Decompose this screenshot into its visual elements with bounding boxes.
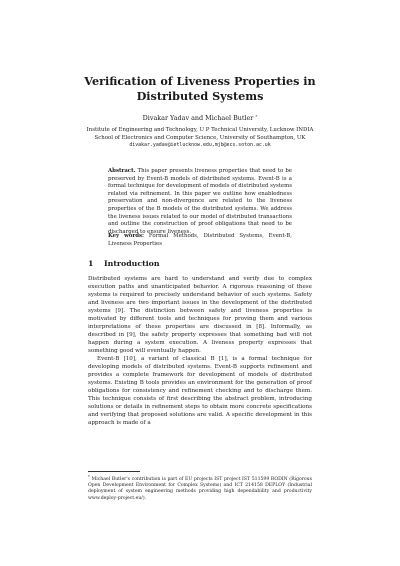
footnote [88, 474, 312, 502]
author-list [60, 113, 340, 122]
paragraph-1: Distributed systems are hard to understand and verify due to complex execution paths and unanticipated behavior. A rigorous reasoning of these systems is required to precisely understand behavior of such systems. Safety and liveness are two important issues in the development of the distributed systems [9]. The distinction between safety and liveness properties is motivated by different tools and techniques for proving them and various interpretations of these properties are discussed in [8]. Informally, as described in [9], the safety property expresses that something bad will not happen during a system execution. A liveness property expresses that something good will eventually happen. [88, 276, 312, 354]
section-heading [88, 259, 328, 269]
keywords-label: Key words: [108, 233, 145, 239]
affiliation-2: School of Electronics and Computer Science, University of Southampton, UK [94, 134, 306, 141]
title-line-1: Verification of Liveness Properties in [84, 74, 316, 88]
paper-title [60, 74, 340, 104]
footnote-mark: * [88, 474, 90, 479]
abstract-text: This paper presents liveness properties that need to be preserved by Event-B models of distributed systems. Event-B is a formal technique for development of models of distributed systems related via refinement. In this paper we outline how enabledness preservation and non-divergence are related to the liveness properties of the B models of the distributed systems. We address the liveness issues related to our model of distributed transactions and outline the construction of proof obligations that need to be discharged to ensure liveness. [108, 168, 292, 235]
author-footnote-mark: * [255, 114, 258, 119]
abstract-label: Abstract. [108, 168, 136, 174]
body-text [88, 275, 312, 427]
footnote-rule [88, 471, 140, 472]
abstract [108, 168, 292, 236]
affiliations [48, 127, 352, 150]
keywords [108, 233, 292, 248]
title-line-2: Distributed Systems [136, 89, 264, 103]
section-number: 1 [88, 259, 94, 268]
author-emails: divakar.yadav@ietlucknow.edu,mjb@ecs.soton.ac.uk [129, 142, 271, 149]
affiliation-1: Institute of Engineering and Technology, U P Technical University, Lucknow INDIA [86, 127, 314, 133]
section-title: Introduction [104, 259, 160, 268]
keywords-text: Formal Methods, Distributed Systems, Event-B, Liveness Properties [108, 233, 292, 247]
paragraph-2: Event-B [10], a variant of classical B [1], is a formal technique for developing models of distributed systems. Event-B supports refinement and provides a complete framework for development of models of distributed systems. Existing B tools provides an environment for the generation of proof obligations for consistency and refinement checking and to discharge them. This technique consists of first describing the abstract problem, introducing solutions or details in refinement steps to obtain more concrete specifications and verifying that proposed solutions are valid. A specific development in this approach is made of a [88, 356, 312, 426]
authors-text: Divakar Yadav and Michael Butler [142, 114, 254, 122]
footnote-text: Michael Butler's contribution is part of EU projects IST project IST 511599 RODIN (Rigorous Open Development Environment for Complex Systems) and ICT 214158 DEPLOY (Industrial deployment of system engineering methods providing high dependability and productivity www.deploy-project.eu/). [88, 477, 312, 501]
